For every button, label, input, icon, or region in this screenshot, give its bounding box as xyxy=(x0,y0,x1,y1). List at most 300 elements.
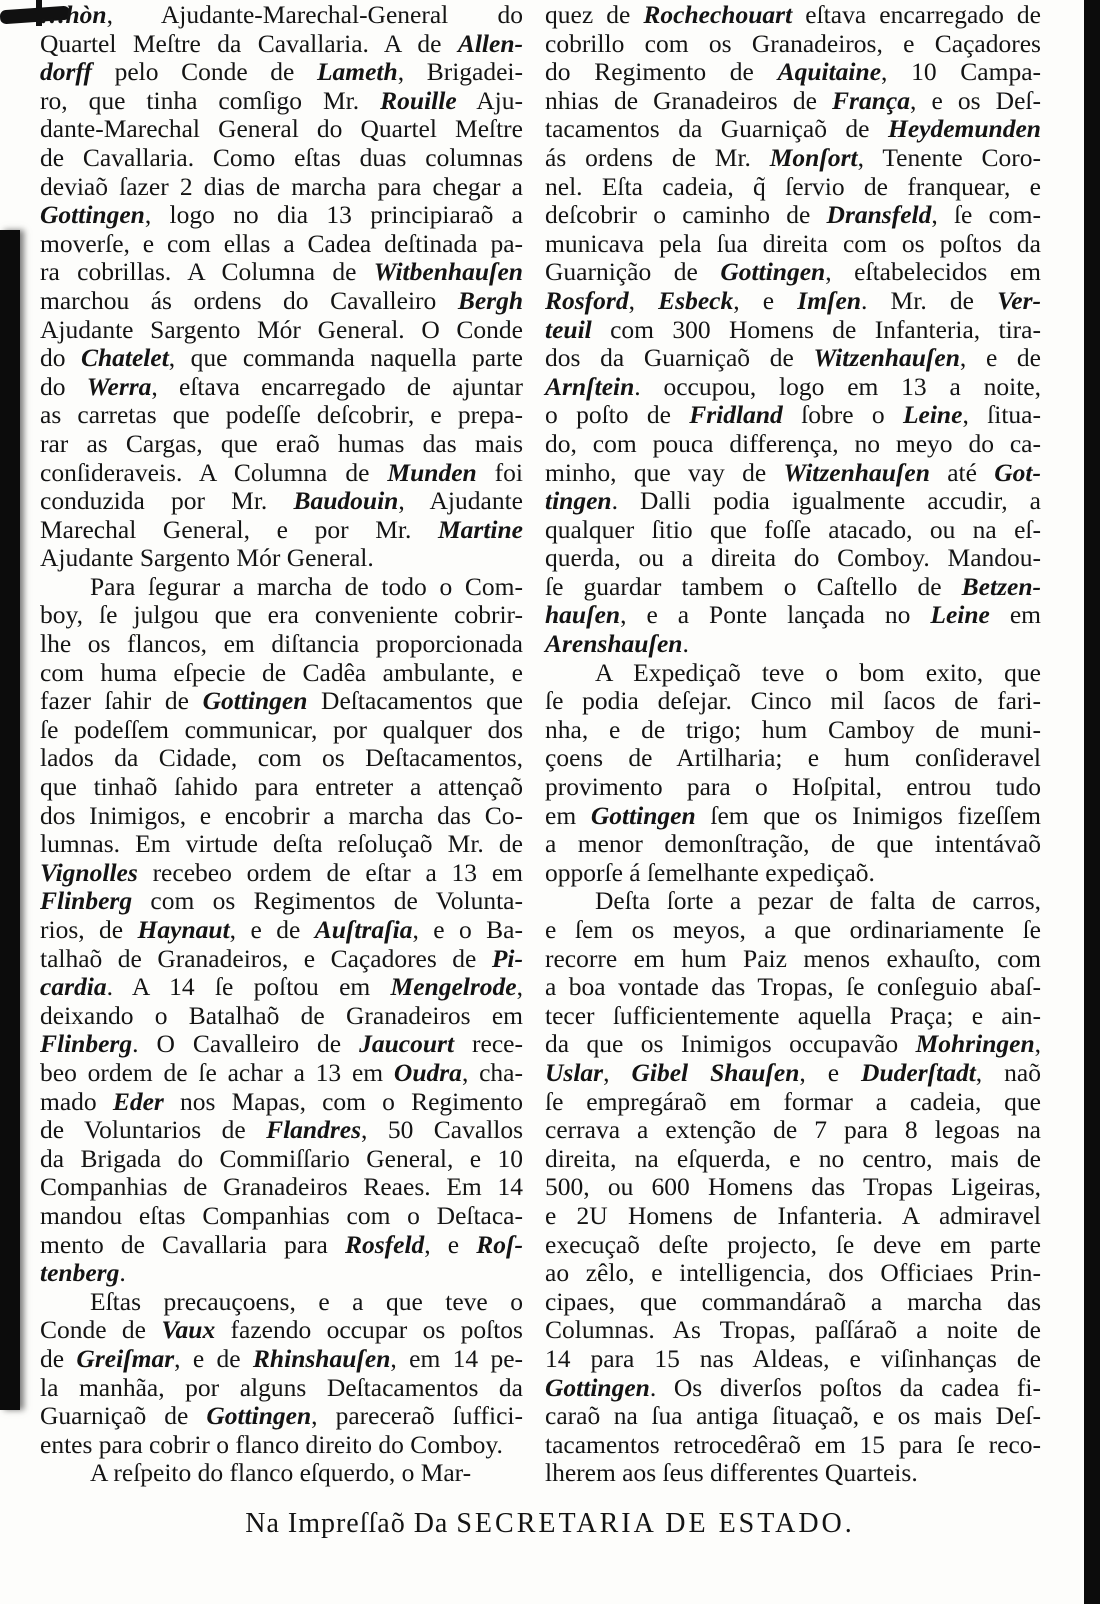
text-line xyxy=(40,230,523,259)
italic-proper-name: Flandres xyxy=(266,1115,362,1145)
text-run: de Voluntarios de xyxy=(40,1115,267,1145)
text-run: , 10 Campa- xyxy=(881,57,1041,87)
text-run: , naõ xyxy=(975,1057,1041,1087)
text-run: foi xyxy=(476,457,524,487)
text-line xyxy=(545,1345,1041,1374)
text-line xyxy=(545,115,1041,144)
text-run: provimento para o Hoſpital, entrou tudo xyxy=(545,772,1041,802)
text-run: , xyxy=(516,972,523,1002)
italic-proper-name: Flinberg xyxy=(40,886,133,916)
text-line xyxy=(545,1288,1041,1317)
text-line xyxy=(545,1116,1041,1145)
text-run: dos Inimigos, e encobrir a marcha das Co- xyxy=(40,800,523,830)
text-run: opporſe á ſemelhante expediçaõ. xyxy=(545,857,875,887)
italic-proper-name: Flinberg xyxy=(40,1029,133,1059)
text-run: ſobre o xyxy=(782,400,903,430)
text-run: , xyxy=(628,285,659,315)
text-run: cobrillo com os Granadeiros, e Caçadores xyxy=(545,28,1041,58)
text-line xyxy=(40,287,523,316)
italic-proper-name: Rhinshauſen xyxy=(252,1343,391,1373)
text-run: , e xyxy=(424,1229,477,1259)
text-run: , eſtava encarregado de ajuntar xyxy=(151,371,523,401)
text-line xyxy=(545,173,1041,202)
text-line xyxy=(40,1459,523,1488)
text-run: qualquer ſitio que foſſe atacado, ou na eſ- xyxy=(545,514,1041,544)
text-line xyxy=(40,573,523,602)
italic-proper-name: hauſen xyxy=(545,600,621,630)
text-line xyxy=(545,201,1041,230)
text-run: nel. Eſta cadeia, q̃ ſervio de franquear, e xyxy=(545,171,1041,201)
italic-proper-name: …hòn xyxy=(40,0,107,29)
paragraph xyxy=(40,1288,523,1460)
text-line xyxy=(40,87,523,116)
text-line xyxy=(545,1145,1041,1174)
text-line xyxy=(545,1173,1041,1202)
text-run: rar as Cargas, que eraõ humas das mais xyxy=(40,428,523,458)
text-run: A reſpeito do flanco eſquerdo, o Mar- xyxy=(90,1458,472,1488)
text-run: , xyxy=(1034,1029,1041,1059)
italic-proper-name: Esbeck xyxy=(658,285,734,315)
italic-proper-name: Gottingen xyxy=(40,200,145,230)
text-run: ſe podeſſem communicar, por qualquer dos xyxy=(40,714,523,744)
text-run: Quartel Meſtre da Cavallaria. A de xyxy=(40,28,458,58)
italic-proper-name: Monſort xyxy=(769,142,858,172)
text-run: com huma eſpecie de Cadêa ambulante, e xyxy=(40,657,523,687)
text-run: e 2U Homens de Infanteria. A admiravel xyxy=(545,1200,1041,1230)
text-line xyxy=(545,859,1041,888)
text-run: Ajudante Sargento Mór General. xyxy=(40,543,374,573)
text-run: , e de xyxy=(229,915,315,944)
text-run: . O Cavalleiro de xyxy=(132,1029,360,1059)
text-line xyxy=(40,744,523,773)
italic-proper-name: Rosfeld xyxy=(344,1229,425,1259)
text-run: , e de xyxy=(174,1343,253,1373)
scan-edge-shadow-left xyxy=(0,230,20,1410)
italic-proper-name: Betzen- xyxy=(961,571,1041,601)
text-run: as carretas que podeſſe deſcobrir, e prepa- xyxy=(40,400,523,430)
text-run: lhe os flancos, em diſtancia proporcionada xyxy=(40,629,523,659)
text-run: , e o Ba- xyxy=(412,915,523,944)
text-run: cipaes, que commandáraõ a marcha das xyxy=(545,1286,1041,1316)
text-run: talhaõ de Granadeiros, e Caçadores de xyxy=(40,943,492,973)
text-run: execuçaõ deſte projecto, ſe deve em parte xyxy=(545,1229,1041,1259)
italic-proper-name: dorff xyxy=(40,57,92,87)
text-run: deviaõ ſazer 2 dias de marcha para chegar a xyxy=(40,171,523,201)
paragraph xyxy=(40,573,523,1288)
italic-proper-name: Auſtraſia xyxy=(314,915,413,944)
text-run: , e xyxy=(799,1057,862,1087)
italic-proper-name: Oudra xyxy=(393,1057,462,1087)
text-run: direita, na eſquerda, e no centro, mais de xyxy=(545,1143,1041,1173)
italic-proper-name: Witzenhauſen xyxy=(813,343,960,373)
text-line xyxy=(545,1402,1041,1431)
text-run: até xyxy=(929,457,995,487)
text-line xyxy=(545,1030,1041,1059)
text-line xyxy=(40,1374,523,1403)
italic-proper-name: Gottingen xyxy=(202,686,308,716)
text-line xyxy=(545,916,1041,945)
text-run: tacamentos da Guarniçaõ de xyxy=(545,114,888,144)
text-run: com os Regimentos de Volunta- xyxy=(132,886,523,916)
text-run: querda, ou a direita do Comboy. Mandou- xyxy=(545,543,1041,573)
italic-proper-name: Lameth xyxy=(316,57,398,87)
text-run: , e os Deſ- xyxy=(909,85,1041,115)
text-line xyxy=(40,1030,523,1059)
text-line xyxy=(545,1459,1041,1488)
text-line xyxy=(40,459,523,488)
text-line xyxy=(545,1374,1041,1403)
text-line xyxy=(40,802,523,831)
text-line xyxy=(545,773,1041,802)
text-column-right xyxy=(545,1,1041,1488)
text-run: . xyxy=(119,1258,126,1288)
text-run: Companhias de Granadeiros Reaes. Em 14 xyxy=(40,1172,523,1202)
text-run: beo ordem de ſe achar a 13 em xyxy=(40,1057,394,1087)
text-line xyxy=(545,630,1041,659)
text-line xyxy=(40,144,523,173)
text-run: ro, que tinha comſigo Mr. xyxy=(40,85,381,115)
text-run: , e a Ponte lançada no xyxy=(620,600,931,630)
italic-proper-name: Martine xyxy=(437,514,523,544)
text-line xyxy=(40,401,523,430)
text-run: em xyxy=(989,600,1041,630)
imprint-office: SECRETARIA DE ESTADO. xyxy=(456,1508,855,1539)
text-line xyxy=(545,344,1041,373)
text-run: quez de xyxy=(545,0,644,29)
text-line xyxy=(40,544,523,573)
text-run: ao zêlo, e intelligencia, dos Officiaes Prin- xyxy=(545,1258,1041,1288)
text-line xyxy=(40,773,523,802)
text-run: cerrava a extenção de 7 para 8 legoas na xyxy=(545,1115,1041,1145)
text-line xyxy=(40,1145,523,1174)
italic-proper-name: Bergh xyxy=(457,285,523,315)
text-run: Deſtacamentos que xyxy=(307,686,523,716)
scan-edge-shadow-right xyxy=(1084,0,1100,1604)
paragraph xyxy=(40,1459,523,1488)
text-run: , logo no dia 13 principiaraõ a xyxy=(144,200,523,230)
text-line xyxy=(545,573,1041,602)
italic-proper-name: Jaucourt xyxy=(359,1029,455,1059)
text-line xyxy=(40,1059,523,1088)
text-run: entes para cobrir o flanco direito do Comboy. xyxy=(40,1429,503,1459)
text-run: Deſta ſorte a pezar de falta de carros, xyxy=(595,886,1041,916)
italic-proper-name: Mohringen xyxy=(915,1029,1035,1059)
text-run: dante-Marechal General do Quartel Meſtre xyxy=(40,114,523,144)
text-run: boy, ſe julgou que era conveniente cobrir- xyxy=(40,600,523,630)
italic-proper-name: Allen- xyxy=(457,28,523,58)
paragraph xyxy=(545,1,1041,659)
italic-proper-name: Witbenhauſen xyxy=(373,257,523,287)
text-run: marchou ás ordens do Cavalleiro xyxy=(40,285,458,315)
text-line xyxy=(545,144,1041,173)
text-line xyxy=(545,544,1041,573)
text-run: fazer ſahir de xyxy=(40,686,203,716)
text-line xyxy=(40,58,523,87)
italic-proper-name: Roſ- xyxy=(476,1229,523,1259)
text-line xyxy=(40,30,523,59)
text-run: a menor demonſtração, de que intentávaõ xyxy=(545,829,1041,859)
text-run: eſtava encarregado de xyxy=(792,0,1041,29)
italic-proper-name: Aquitaine xyxy=(777,57,882,87)
text-run: dos da Guarniçaõ de xyxy=(545,343,814,373)
text-run: Columnas. As Tropas, paſſáraõ a noite de xyxy=(545,1315,1041,1345)
text-run: Conde de xyxy=(40,1315,162,1345)
text-run: , e de xyxy=(959,343,1041,373)
text-run: tacamentos retrocedêraõ em 15 para ſe reco- xyxy=(545,1429,1041,1459)
text-line xyxy=(40,601,523,630)
italic-proper-name: Gibel Shauſen xyxy=(631,1057,800,1087)
text-line xyxy=(40,201,523,230)
text-run: , Brigadei- xyxy=(397,57,523,87)
text-line xyxy=(545,316,1041,345)
italic-proper-name: teuil xyxy=(545,314,592,344)
text-line xyxy=(40,173,523,202)
text-line xyxy=(545,945,1041,974)
text-line xyxy=(545,516,1041,545)
text-run: Para ſegurar a marcha de todo o Com- xyxy=(90,571,523,601)
text-line xyxy=(40,1088,523,1117)
italic-proper-name: tingen xyxy=(545,486,612,516)
text-run: Guarniçaõ de xyxy=(40,1401,207,1431)
text-line xyxy=(40,1345,523,1374)
text-line xyxy=(545,1431,1041,1460)
italic-proper-name: Baudouin xyxy=(293,486,399,516)
text-run: . A 14 ſe poſtou em xyxy=(106,972,391,1002)
text-run: Ajudante Sargento Mór General. O Conde xyxy=(40,314,523,344)
text-run: em xyxy=(545,800,591,830)
text-run: Guarnição de xyxy=(545,257,721,287)
printer-imprint xyxy=(0,1508,1100,1540)
text-run: la manhãa, por alguns Deſtacamentos da xyxy=(40,1372,523,1402)
text-run: Eſtas precauçoens, e a que teve o xyxy=(90,1286,523,1316)
text-run: ſem que os Inimigos fizeſſem xyxy=(695,800,1041,830)
italic-proper-name: Rosford xyxy=(545,285,629,315)
italic-proper-name: Uslar xyxy=(545,1057,604,1087)
text-run: fazendo occupar os poſtos xyxy=(215,1315,523,1345)
text-run: rios, de xyxy=(40,915,138,944)
text-line xyxy=(40,1259,523,1288)
italic-proper-name: Gottingen xyxy=(545,1372,650,1402)
italic-proper-name: Imſen xyxy=(797,285,862,315)
text-run: rece- xyxy=(454,1029,523,1059)
text-run: o poſto de xyxy=(545,400,690,430)
italic-proper-name: cardia xyxy=(40,972,107,1002)
text-run: nos Mapas, com o Regimento xyxy=(163,1086,523,1116)
text-run: recebeo ordem de eſtar a 13 em xyxy=(137,857,523,887)
italic-proper-name: Munden xyxy=(387,457,477,487)
text-run: mandou eſtas Companhias com o Deſtaca- xyxy=(40,1200,523,1230)
italic-proper-name: Dransfeld xyxy=(826,200,932,230)
italic-proper-name: Gottingen xyxy=(206,1401,312,1431)
text-line xyxy=(545,830,1041,859)
italic-proper-name: Rouille xyxy=(380,85,457,115)
italic-proper-name: Vaux xyxy=(161,1315,216,1345)
text-run: minho, que vay de xyxy=(545,457,784,487)
text-line xyxy=(40,859,523,888)
text-line xyxy=(545,1002,1041,1031)
text-run: , cha- xyxy=(461,1057,523,1087)
text-line xyxy=(545,659,1041,688)
text-line xyxy=(40,716,523,745)
text-run: moverſe, e com ellas a Cadea deſtinada pa- xyxy=(40,228,523,258)
text-line xyxy=(545,687,1041,716)
text-run: , ſitua- xyxy=(962,400,1041,430)
text-run: lumnas. Em virtude deſta reſoluçaõ Mr. de xyxy=(40,829,523,859)
text-run: , Ajudante-Marechal-General do xyxy=(106,0,523,29)
text-line xyxy=(545,459,1041,488)
text-line xyxy=(40,1402,523,1431)
italic-proper-name: Gottingen xyxy=(590,800,696,830)
text-run: ſe podia deſejar. Cinco mil ſacos de fari- xyxy=(545,686,1041,716)
text-run: , em 14 pe- xyxy=(390,1343,524,1373)
text-line xyxy=(545,401,1041,430)
text-run: . Dalli podia igualmente accudir, a xyxy=(611,486,1041,516)
italic-proper-name: Ver- xyxy=(997,285,1042,315)
text-line xyxy=(40,373,523,402)
text-run: nha, e de trigo; hum Camboy de muni- xyxy=(545,714,1041,744)
text-line xyxy=(545,87,1041,116)
italic-proper-name: Leine xyxy=(930,600,990,630)
italic-proper-name: Chatelet xyxy=(80,343,169,373)
italic-proper-name: França xyxy=(832,85,910,115)
text-line xyxy=(40,316,523,345)
text-run: lherem aos ſeus differentes Quarteis. xyxy=(545,1458,918,1488)
text-line xyxy=(545,1088,1041,1117)
text-run: Aju- xyxy=(456,85,523,115)
text-line xyxy=(40,830,523,859)
text-line xyxy=(545,716,1041,745)
paragraph xyxy=(40,1,523,573)
text-run: da que os Inimigos occupavão xyxy=(545,1029,916,1059)
text-run: pelo Conde de xyxy=(91,57,317,87)
text-line xyxy=(40,1116,523,1145)
text-line xyxy=(545,973,1041,1002)
text-line xyxy=(40,659,523,688)
italic-proper-name: Mengelrode xyxy=(390,972,517,1002)
text-line xyxy=(40,945,523,974)
text-run: ra cobrillas. A Columna de xyxy=(40,257,374,287)
text-run: mento de Cavallaria para xyxy=(40,1229,345,1259)
text-line xyxy=(40,1,523,30)
text-line xyxy=(40,258,523,287)
text-run: que tinhaõ ſahido para entreter a attençaõ xyxy=(40,772,523,802)
text-run: conduzida por Mr. xyxy=(40,486,294,516)
text-run: , que commanda naquella parte xyxy=(168,343,524,373)
text-line xyxy=(40,973,523,1002)
text-run: . Mr. de xyxy=(861,285,998,315)
text-run: e ſem os meyos, a que ordinariamente ſe xyxy=(545,915,1041,944)
text-line xyxy=(545,1059,1041,1088)
text-run: caraõ na ſua antiga ſituaçaõ, e os mais Deſ- xyxy=(545,1401,1041,1431)
text-run: , xyxy=(603,1057,632,1087)
text-line xyxy=(40,887,523,916)
text-run: tecer ſufficientemente aquella Praça; e ain- xyxy=(545,1000,1041,1030)
text-run: nhias de Granadeiros de xyxy=(545,85,833,115)
text-line xyxy=(40,1231,523,1260)
text-line xyxy=(40,1288,523,1317)
text-line xyxy=(545,744,1041,773)
italic-proper-name: Werra xyxy=(86,371,152,401)
text-run: , e xyxy=(733,285,798,315)
text-run: ás ordens de Mr. xyxy=(545,142,770,172)
text-run: do, com pouca differença, no meyo do ca- xyxy=(545,428,1041,458)
text-run: çoens de Artilharia; e hum conſideravel xyxy=(545,743,1041,773)
text-run: , Tenente Coro- xyxy=(857,142,1041,172)
text-run: lados da Cidade, com os Deſtacamentos, xyxy=(40,743,523,773)
italic-proper-name: Leine xyxy=(902,400,963,430)
text-line xyxy=(40,630,523,659)
text-line xyxy=(40,1002,523,1031)
text-run: , ſe com- xyxy=(931,200,1041,230)
text-run: da Brigada do Commiſſario General, e 10 xyxy=(40,1143,523,1173)
text-run: , Ajudante xyxy=(398,486,523,516)
text-run: ſe empregáraõ em formar a cadeia, que xyxy=(545,1086,1041,1116)
text-run: com 300 Homens de Infanteria, tira- xyxy=(591,314,1041,344)
text-line xyxy=(40,1202,523,1231)
text-line xyxy=(545,487,1041,516)
text-column-left xyxy=(40,1,523,1488)
italic-proper-name: Arnſtein xyxy=(545,371,635,401)
text-line xyxy=(545,601,1041,630)
text-line xyxy=(545,802,1041,831)
text-run: . occupou, logo em 13 a noite, xyxy=(634,371,1041,401)
italic-proper-name: tenberg xyxy=(40,1258,120,1288)
text-line xyxy=(545,1202,1041,1231)
italic-proper-name: Haynaut xyxy=(137,915,230,944)
imprint-prefix: Na Impreſſaõ Da xyxy=(245,1508,457,1539)
text-run: deixando o Batalhaõ de Granadeiros em xyxy=(40,1000,523,1030)
text-line xyxy=(545,373,1041,402)
text-run: . Os diverſos poſtos da cadea fi- xyxy=(649,1372,1041,1402)
italic-proper-name: Rochechouart xyxy=(643,0,793,29)
text-run: recorre em hum Paiz menos exhauſto, com xyxy=(545,943,1041,973)
text-run: do Regimento de xyxy=(545,57,778,87)
text-line xyxy=(545,287,1041,316)
paragraph xyxy=(545,887,1041,1487)
italic-proper-name: Vignolles xyxy=(40,857,138,887)
text-line xyxy=(40,1316,523,1345)
text-run: de xyxy=(40,1343,77,1373)
text-line xyxy=(40,344,523,373)
italic-proper-name: Gottingen xyxy=(720,257,826,287)
paragraph xyxy=(545,659,1041,888)
text-line xyxy=(545,1,1041,30)
text-run: ſe guardar tambem o Caſtello de xyxy=(545,571,962,601)
text-run: do xyxy=(40,343,81,373)
text-line xyxy=(545,887,1041,916)
italic-proper-name: Got- xyxy=(994,457,1041,487)
text-run: , 50 Cavallos xyxy=(361,1115,523,1145)
text-run: do xyxy=(40,371,87,401)
text-line xyxy=(545,1259,1041,1288)
text-run: , eſtabelecidos em xyxy=(825,257,1041,287)
text-run: , pareceraõ ſuffici- xyxy=(311,1401,523,1431)
text-run: a boa vontade das Tropas, ſe conſeguio abaſ- xyxy=(545,972,1041,1002)
text-run: municava pela ſua direita com os poſtos da xyxy=(545,228,1041,258)
italic-proper-name: Pi- xyxy=(491,943,523,973)
text-run: deſcobrir o caminho de xyxy=(545,200,827,230)
text-run: mado xyxy=(40,1086,113,1116)
text-line xyxy=(40,687,523,716)
text-run: 14 para 15 nas Aldeas, e viſinhanças de xyxy=(545,1343,1041,1373)
text-run: de Cavallaria. Como eſtas duas columnas xyxy=(40,142,523,172)
text-line xyxy=(40,430,523,459)
text-line xyxy=(40,916,523,945)
text-line xyxy=(545,258,1041,287)
text-run: A Expediçaõ teve o bom exito, que xyxy=(595,657,1041,687)
text-line xyxy=(40,115,523,144)
text-run: conſideraveis. A Columna de xyxy=(40,457,388,487)
